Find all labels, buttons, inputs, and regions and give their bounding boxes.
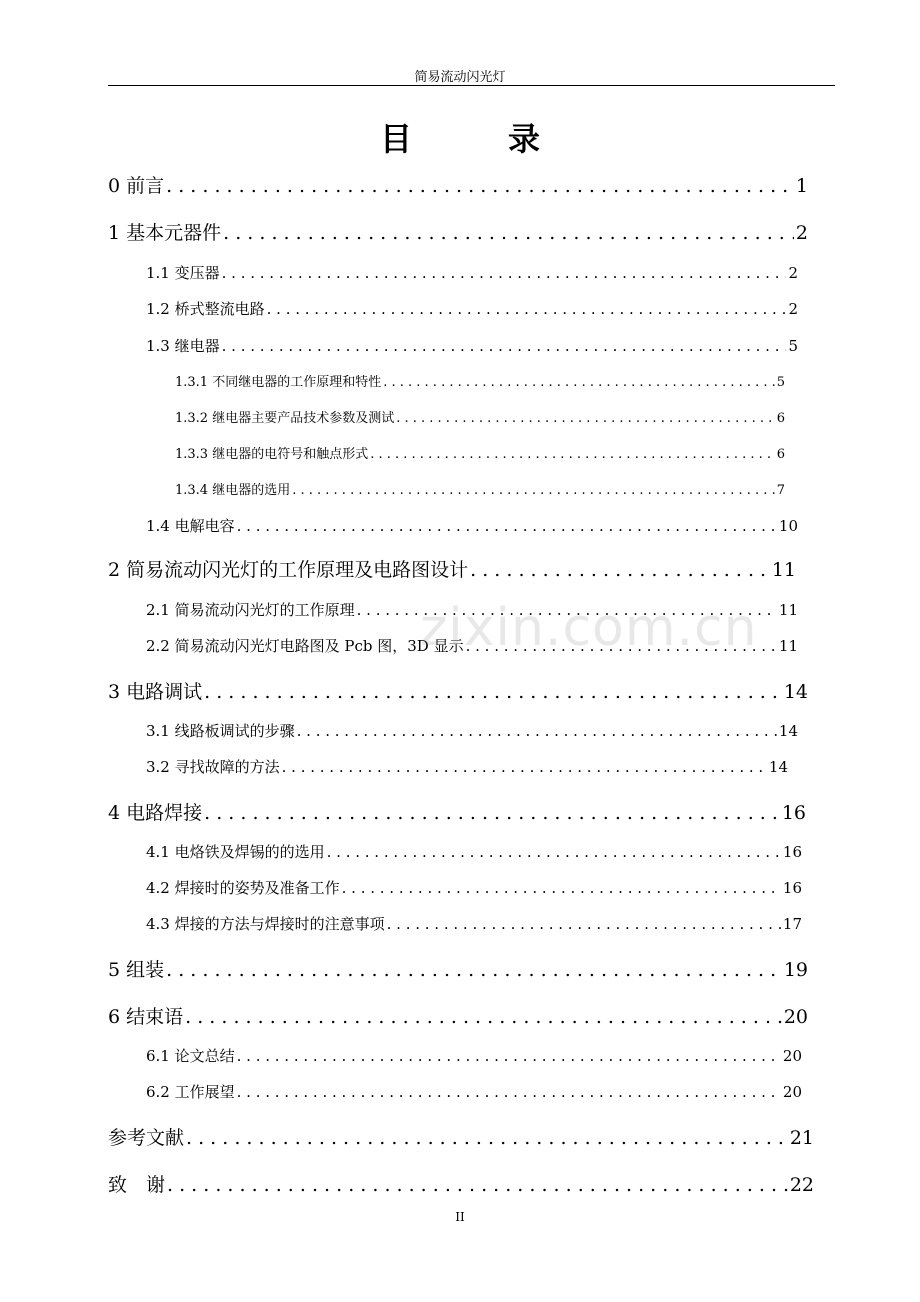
dot-leader xyxy=(223,222,794,244)
dot-leader xyxy=(387,915,781,933)
toc-entry-page: 2 xyxy=(788,264,798,282)
toc-entry-label: 1.3.2 继电器主要产品技术参数及测试 xyxy=(175,411,395,426)
toc-entry-page: 22 xyxy=(789,1174,814,1196)
toc-entry-page: 5 xyxy=(776,375,785,390)
toc-entry[interactable] xyxy=(146,1045,802,1067)
toc-entry-page: 14 xyxy=(783,681,808,703)
toc-entry-page: 17 xyxy=(782,915,802,933)
dot-leader xyxy=(222,337,787,355)
toc-entry-page: 20 xyxy=(782,1083,802,1101)
dot-leader xyxy=(267,300,787,318)
toc-entry-page: 11 xyxy=(771,559,796,581)
toc-entry-label: 1.3.3 继电器的电符号和触点形式 xyxy=(175,447,369,462)
toc-entry-page: 2 xyxy=(795,222,808,244)
toc-entry[interactable] xyxy=(146,756,788,778)
toc-entry-label: 1.1 变压器 xyxy=(146,264,220,282)
toc-entry-label: 6.1 论文总结 xyxy=(146,1047,235,1065)
toc-entry-label: 5 组装 xyxy=(108,959,165,981)
toc-entry[interactable] xyxy=(108,171,808,197)
toc-entry[interactable] xyxy=(146,913,802,935)
dot-leader xyxy=(370,447,775,462)
toc-entry-label: 0 前言 xyxy=(108,175,165,197)
toc-entry[interactable] xyxy=(108,1170,814,1196)
running-header: 简易流动闪光灯 xyxy=(414,70,506,85)
toc-entry-page: 20 xyxy=(782,1047,802,1065)
dot-leader xyxy=(167,1174,788,1196)
toc-entry-page: 7 xyxy=(776,483,785,498)
dot-leader xyxy=(237,1083,781,1101)
toc-entry[interactable] xyxy=(175,407,785,427)
toc-entry[interactable] xyxy=(146,720,798,742)
toc-entry[interactable] xyxy=(175,443,785,463)
dot-leader xyxy=(237,517,777,535)
dot-leader xyxy=(282,758,767,776)
toc-entry-page: 19 xyxy=(783,959,808,981)
toc-entry-label: 4 电路焊接 xyxy=(108,802,203,824)
toc-entry-label: 致 谢 xyxy=(108,1174,166,1196)
toc-entry-label: 6.2 工作展望 xyxy=(146,1083,235,1101)
toc-entry-label: 4.3 焊接的方法与焊接时的注意事项 xyxy=(146,915,385,933)
toc-entry-label: 3 电路调试 xyxy=(108,681,203,703)
toc-entry-label: 1 基本元器件 xyxy=(108,222,222,244)
toc-entry-page: 14 xyxy=(778,722,798,740)
dot-leader xyxy=(166,175,794,197)
dot-leader xyxy=(292,483,775,498)
toc-entry[interactable] xyxy=(146,515,798,537)
toc-entry[interactable] xyxy=(146,262,798,284)
toc-entry-label: 2.1 简易流动闪光灯的工作原理 xyxy=(146,601,355,619)
toc-entry-label: 3.1 线路板调试的步骤 xyxy=(146,722,295,740)
title-char-left: 目 xyxy=(379,120,412,158)
toc-entry[interactable] xyxy=(146,298,798,320)
dot-leader xyxy=(342,879,781,897)
toc-entry-label: 参考文献 xyxy=(108,1127,185,1149)
toc-entry[interactable] xyxy=(108,1002,808,1028)
page-number: II xyxy=(455,1210,465,1224)
toc-entry[interactable] xyxy=(175,479,785,499)
title-char-right: 录 xyxy=(508,120,541,158)
toc-entry-label: 1.2 桥式整流电路 xyxy=(146,300,265,318)
toc-entry-label: 3.2 寻找故障的方法 xyxy=(146,758,280,776)
toc-entry-page: 6 xyxy=(776,411,785,426)
toc-entry-label: 1.3.4 继电器的选用 xyxy=(175,483,291,498)
dot-leader xyxy=(470,559,770,581)
toc-entry[interactable] xyxy=(108,218,808,244)
toc-entry-page: 14 xyxy=(768,758,788,776)
dot-leader xyxy=(204,681,782,703)
header-rule xyxy=(108,85,835,86)
toc-entry[interactable] xyxy=(146,1081,802,1103)
toc-entry-page: 20 xyxy=(783,1006,808,1028)
dot-leader xyxy=(297,722,777,740)
toc-entry-label: 1.3 继电器 xyxy=(146,337,220,355)
toc-entry[interactable] xyxy=(146,335,798,357)
toc-entry-label: 1.4 电解电容 xyxy=(146,517,235,535)
toc-entry-page: 11 xyxy=(778,637,798,655)
toc-entry-page: 16 xyxy=(781,802,806,824)
dot-leader xyxy=(222,264,787,282)
toc-entry-label: 1.3.1 不同继电器的工作原理和特性 xyxy=(175,375,382,390)
dot-leader xyxy=(383,375,775,390)
toc-entry-page: 5 xyxy=(788,337,798,355)
toc-entry-page: 16 xyxy=(782,843,802,861)
toc-entry[interactable] xyxy=(108,955,808,981)
toc-entry-label: 2.2 简易流动闪光灯电路图及 Pcb 图，3D 显示 xyxy=(146,637,464,655)
toc-entry-page: 1 xyxy=(795,175,808,197)
toc-entry[interactable] xyxy=(146,877,802,899)
dot-leader xyxy=(237,1047,781,1065)
dot-leader xyxy=(396,411,775,426)
toc-entry-page: 11 xyxy=(778,601,798,619)
dot-leader xyxy=(185,1006,782,1028)
dot-leader xyxy=(204,802,780,824)
toc-entry[interactable] xyxy=(108,555,796,581)
toc-entry-page: 16 xyxy=(782,879,802,897)
toc-entry-page: 21 xyxy=(789,1127,814,1149)
dot-leader xyxy=(186,1127,788,1149)
toc-entry[interactable] xyxy=(146,841,802,863)
watermark: zixin.com.cn xyxy=(420,598,758,658)
dot-leader xyxy=(166,959,782,981)
toc-entry[interactable] xyxy=(175,371,785,391)
dot-leader xyxy=(327,843,781,861)
toc-entry-label: 4.1 电烙铁及焊锡的的选用 xyxy=(146,843,325,861)
toc-entry-page: 2 xyxy=(788,300,798,318)
toc-entry[interactable] xyxy=(108,798,806,824)
toc-entry-label: 6 结束语 xyxy=(108,1006,184,1028)
page-title xyxy=(0,114,920,160)
toc-entry[interactable] xyxy=(108,677,808,703)
toc-entry[interactable] xyxy=(108,1123,814,1149)
toc-entry-page: 10 xyxy=(778,517,798,535)
toc-entry-page: 6 xyxy=(776,447,785,462)
toc-entry-label: 2 简易流动闪光灯的工作原理及电路图设计 xyxy=(108,559,469,581)
toc-entry-label: 4.2 焊接时的姿势及准备工作 xyxy=(146,879,340,897)
